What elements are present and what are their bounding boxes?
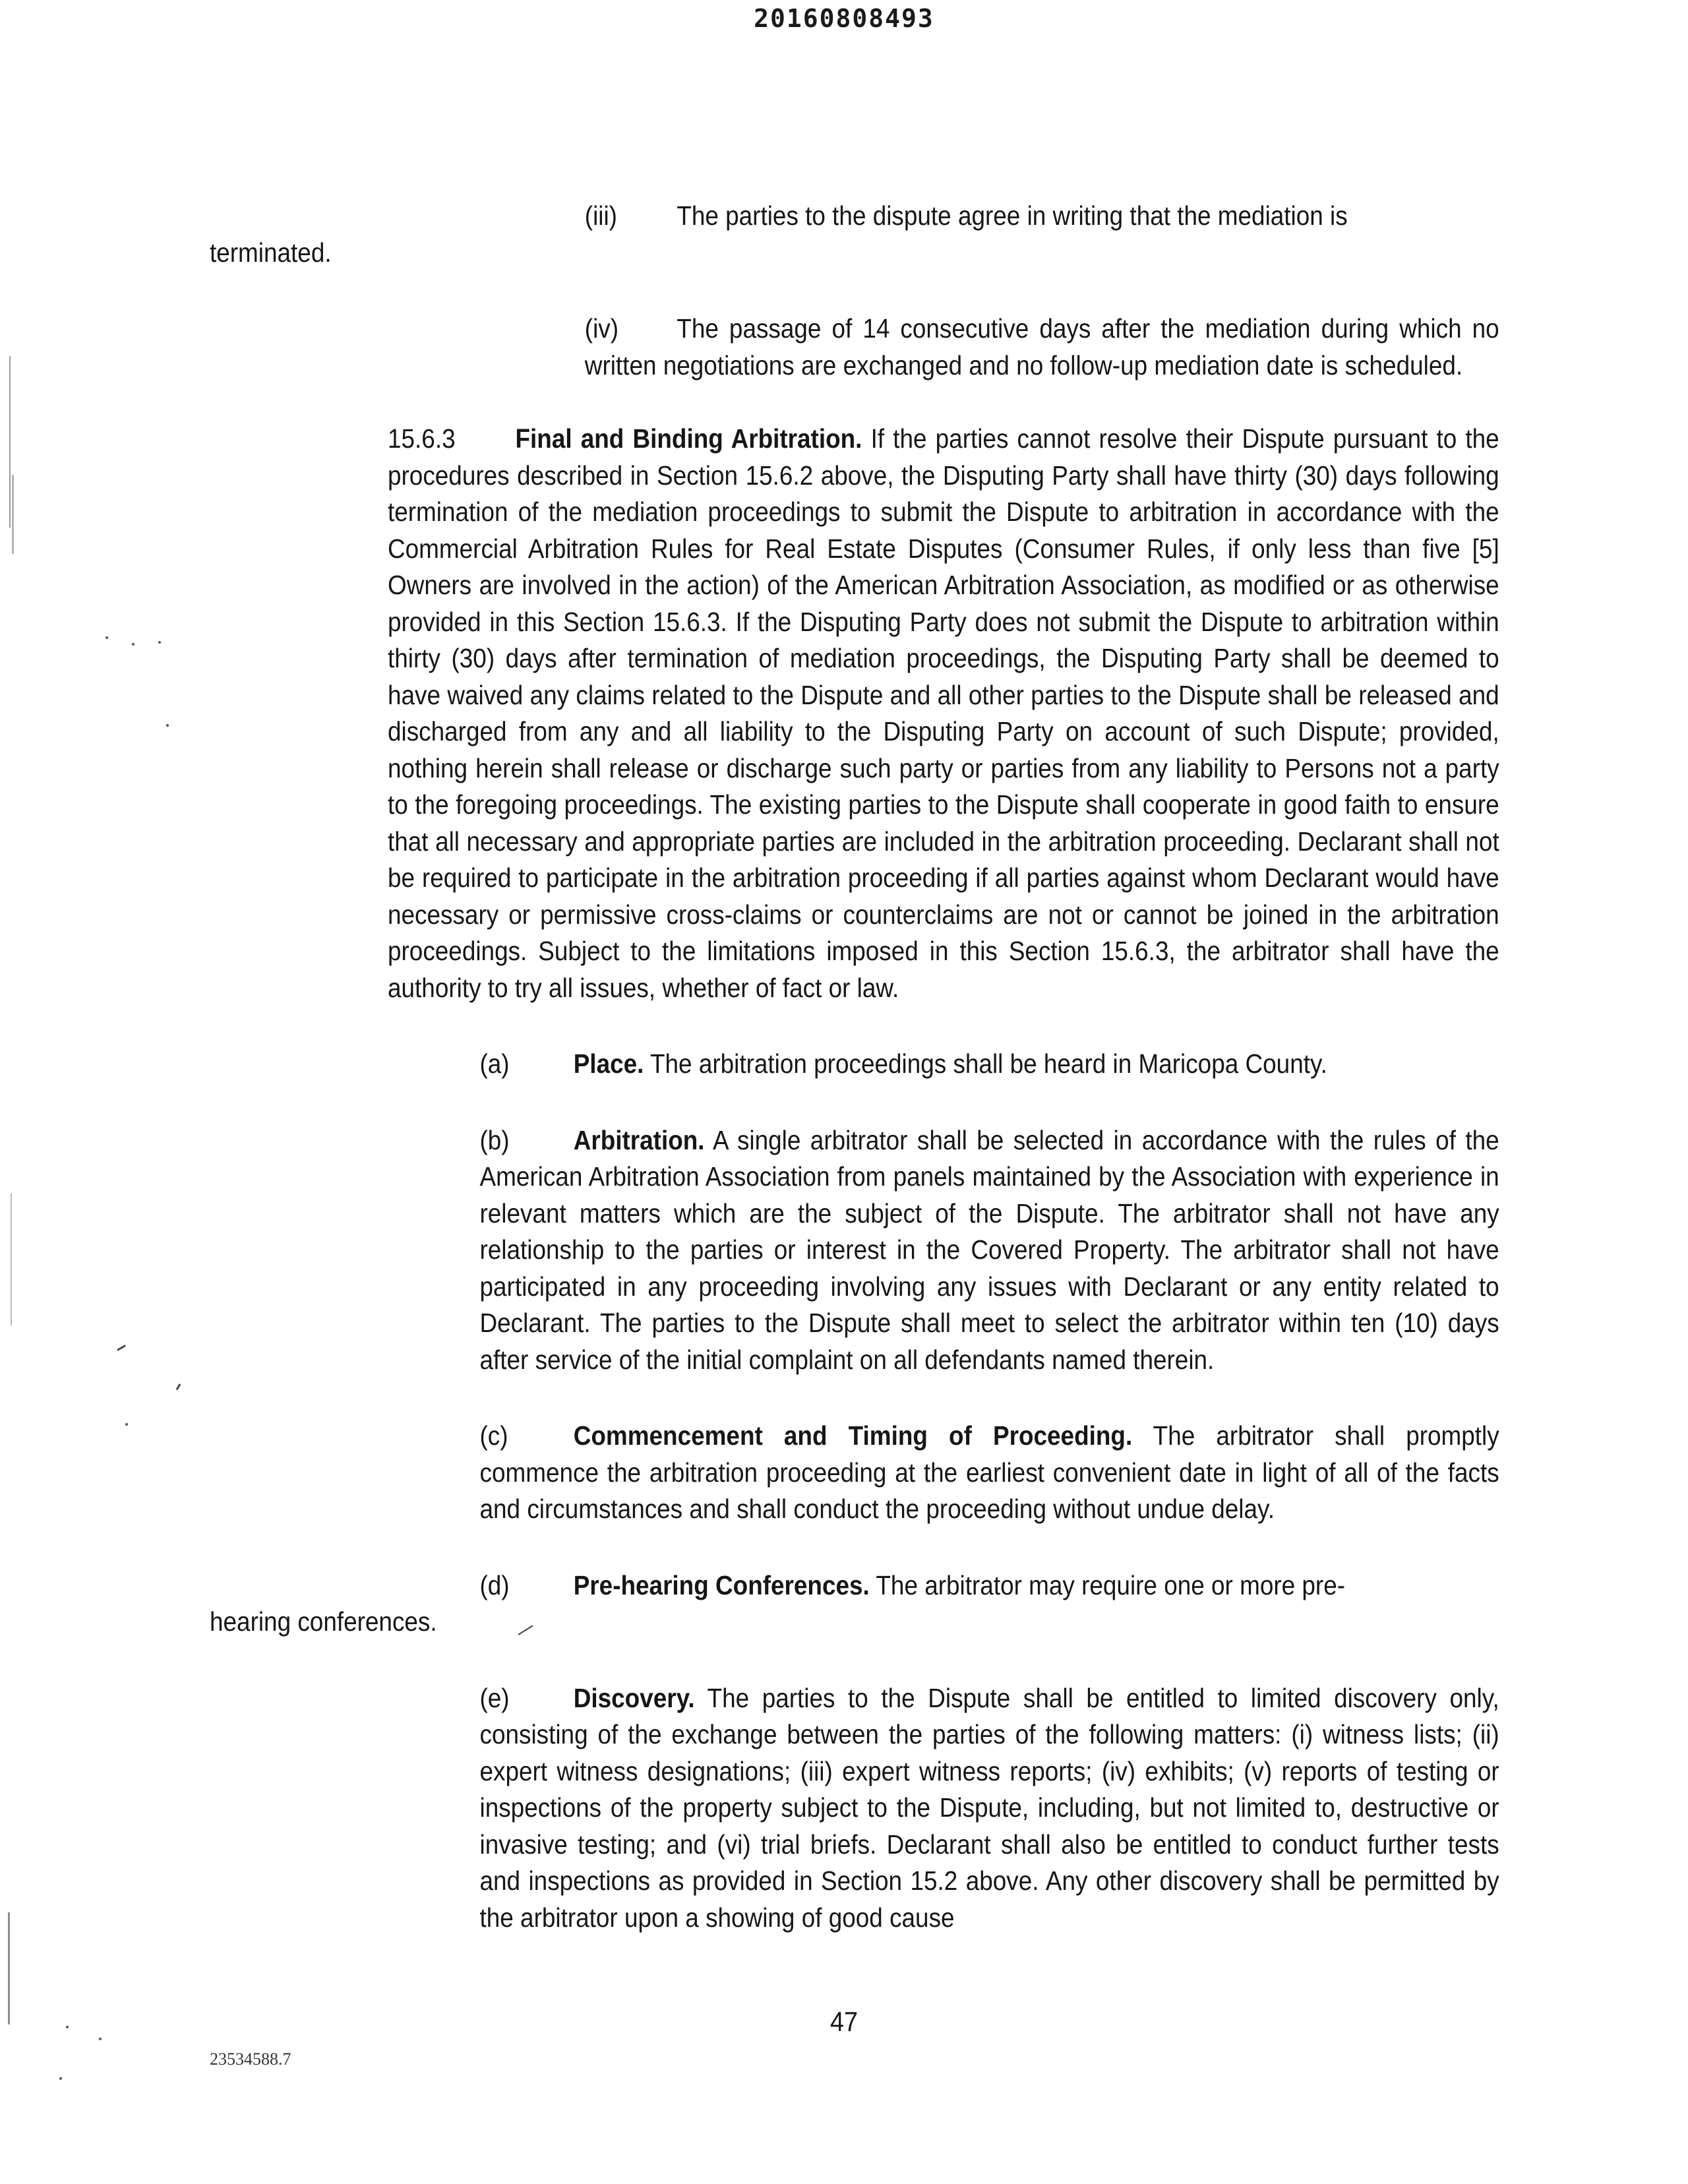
paragraph-heading: Pre-hearing Conferences. — [573, 1569, 870, 1600]
paragraph-marker: (iv) — [584, 313, 619, 344]
pen-stroke — [176, 1383, 181, 1390]
scan-edge-mark — [11, 1194, 12, 1325]
paragraph-c — [210, 1418, 1499, 1528]
paragraph-text: The passage of 14 consecutive days after the mediation during which no written negotiations are exchanged and no follow-up mediation date is scheduled. — [584, 313, 1499, 380]
paragraph-a — [210, 1046, 1499, 1083]
scan-speck — [166, 724, 169, 727]
paragraph-iv — [210, 311, 1499, 384]
paragraph-e — [210, 1680, 1499, 1937]
paragraph-marker: (d) — [479, 1569, 510, 1600]
paragraph-text: The arbitrator may require one or more pre- — [876, 1569, 1346, 1600]
paragraph-text: terminated. — [210, 237, 332, 268]
paragraph-text: The parties to the dispute agree in writing that the mediation is — [677, 200, 1348, 231]
paragraph-marker: (c) — [479, 1420, 508, 1451]
scan-speck — [59, 2077, 62, 2080]
page-number: 47 — [829, 2006, 859, 2037]
scan-edge-mark — [9, 356, 11, 528]
paragraph-d-continuation — [210, 1604, 1499, 1641]
paragraph-text: If the parties cannot resolve their Dispute pursuant to the procedures described in Section 15.6.2 above, the Disputing Party shall have thirty (30) days following termination of the mediation proceedings to submit the Dispute to arbitration in accordance with the Commercial Arbitration Rules for Real Estate Disputes (Consumer Rules, if only less than five [5] Owners are involved in the action) of the American Arbitration Association, as modified or as otherwise provided in this Section 15.6.3. If the Disputing Party does not submit the Dispute to arbitration within thirty (30) days after termination of mediation proceedings, the Disputing Party shall be deemed to have waived any claims related to the Dispute and all other parties to the Dispute shall be released and discharged from any and all liability to the Disputing Party on account of such Dispute; provided, nothing herein shall release or discharge such party or parties from any liability to Persons not a party to the foregoing proceedings. The existing parties to the Dispute shall cooperate in good faith to ensure that all necessary and appropriate parties are included in the arbitration proceeding. Declarant shall not be required to participate in the arbitration proceeding if all parties against whom Declarant would have necessary or permissive cross-claims or counterclaims are not or cannot be joined in the arbitration proceedings. Subject to the limitations imposed in this Section 15.6.3, the arbitrator shall have the authority to try all issues, whether of fact or law. — [388, 423, 1499, 1003]
paragraph-iii-continuation — [210, 235, 1499, 272]
paragraph-text: The parties to the Dispute shall be entitled to limited discovery only, consisting of the exchange between the parties of the following matters: (i) witness lists; (ii) expert witness designations; (iii) expert witness reports; (iv) exhibits; (v) reports of testing or inspections of the property subject to the Dispute, including, but not limited to, destructive or invasive testing; and (vi) trial briefs. Declarant shall also be entitled to conduct further tests and inspections as provided in Section 15.2 above. Any other discovery shall be permitted by the arbitrator upon a showing of good cause — [479, 1682, 1499, 1933]
scan-speck — [66, 2026, 69, 2028]
paragraph-text: The arbitration proceedings shall be heard in Maricopa County. — [649, 1048, 1327, 1079]
paragraph-marker: (e) — [479, 1682, 510, 1713]
scan-speck — [106, 636, 108, 639]
scan-speck — [125, 1423, 128, 1426]
scan-speck — [158, 641, 161, 644]
paragraph-heading: Arbitration. — [573, 1124, 705, 1155]
scan-speck — [132, 643, 135, 646]
document-number: 20160808493 — [754, 4, 934, 33]
paragraph-text: hearing conferences. — [210, 1606, 437, 1637]
paragraph-d — [210, 1567, 1499, 1604]
scan-speck — [99, 2038, 102, 2040]
section-15-6-3 — [210, 421, 1499, 1006]
paragraph-marker: (b) — [479, 1124, 510, 1155]
paragraph-text: A single arbitrator shall be selected in accordance with the rules of the American Arbitration Association from panels maintained by the Association with experience in relevant matters which are the subject of the Dispute. The arbitrator shall not have any relationship to the parties or interest in the Covered Property. The arbitrator shall not have participated in any proceeding involving any issues with Declarant or any entity related to Declarant. The parties to the Dispute shall meet to select the arbitrator within ten (10) days after service of the initial complaint on all defendants named therein. — [479, 1124, 1499, 1375]
paragraph-b — [210, 1122, 1499, 1379]
scan-edge-mark — [12, 475, 14, 554]
section-number: 15.6.3 — [388, 423, 456, 454]
document-body — [210, 198, 1499, 1936]
footer-document-id: 23534588.7 — [210, 2049, 291, 2069]
paragraph-heading: Commencement and Timing of Proceeding. — [573, 1420, 1133, 1451]
paragraph-marker: (iii) — [584, 200, 617, 231]
paragraph-iii — [210, 198, 1499, 235]
scan-edge-mark — [8, 1912, 10, 2024]
paragraph-heading: Place. — [573, 1048, 644, 1079]
paragraph-marker: (a) — [479, 1048, 510, 1079]
section-heading: Final and Binding Arbitration. — [515, 423, 862, 454]
paragraph-text: The arbitrator shall promptly commence the arbitration proceeding at the earliest convenient date in light of all of the facts and circumstances and shall conduct the proceeding without undue delay. — [479, 1420, 1499, 1524]
pen-stroke — [117, 1345, 126, 1351]
paragraph-heading: Discovery. — [573, 1682, 695, 1713]
